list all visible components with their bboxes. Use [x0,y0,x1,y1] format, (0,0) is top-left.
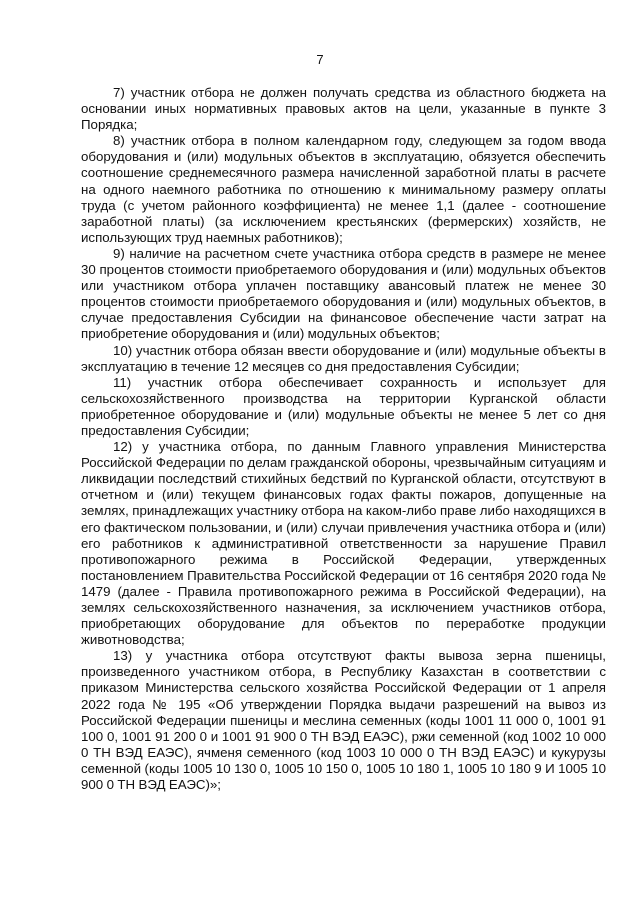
document-body [81,85,606,793]
page-number: 7 [316,52,324,67]
paragraph-item-8: 8) участник отбора в полном календарном году, следующем за годом ввода оборудования и (или) модульных объектов в эксплуатацию, обязуется обеспечить соотношение среднемесячного размера начисленной заработной платы в расчете на одного наемного работника по отношению к минимальному размеру оплаты труда (с учетом районного коэффициента) не менее 1,1 (далее - соотношение заработной платы) (за исключением крестьянских (фермерских) хозяйств, не использующих труд наемных работников); [81,133,606,245]
paragraph-item-13: 13) у участника отбора отсутствуют факты вывоза зерна пшеницы, произведенного участником отбора, в Республику Казахстан в соответствии с приказом Министерства сельского хозяйства Российской Федерации от 1 апреля 2022 года № 195 «Об утверждении Порядка выдачи разрешений на вывоз из Российской Федерации пшеницы и меслина семенных (коды 1001 11 000 0, 1001 91 100 0, 1001 91 200 0 и 1001 91 900 0 ТН ВЭД ЕАЭС), ржи семенной (код 1002 10 000 0 ТН ВЭД ЕАЭС), ячменя семенного (код 1003 10 000 0 ТН ВЭД ЕАЭС) и кукурузы семенной (коды 1005 10 130 0, 1005 10 150 0, 1005 10 180 1, 1005 10 180 9 И 1005 10 900 0 ТН ВЭД ЕАЭС)»; [81,648,606,793]
paragraph-item-9: 9) наличие на расчетном счете участника отбора средств в размере не менее 30 процентов стоимости приобретаемого оборудования и (или) модульных объектов или участником отбора уплачен поставщику авансовый платеж не менее 30 процентов стоимости приобретаемого оборудования и (или) модульных объектов, в случае предоставления Субсидии на финансовое обеспечение части затрат на приобретение оборудования и (или) модульных объектов; [81,245,606,342]
paragraph-item-10: 10) участник отбора обязан ввести оборудование и (или) модульные объекты в эксплуатацию в течение 12 месяцев со дня предоставления Субсидии; [81,342,606,374]
paragraph-item-12: 12) у участника отбора, по данным Главного управления Министерства Российской Федерации по делам гражданской обороны, чрезвычайным ситуациям и ликвидации последствий стихийных бедствий по Курганской области, отсутствуют в отчетном и (или) текущем финансовых годах факты пожаров, допущенные на землях, принадлежащих участнику отбора на каком-либо праве либо находящихся в его фактическом пользовании, и (или) случаи привлечения участника отбора и (или) его работников к административной ответственности за нарушение Правил противопожарного режима в Российской Федерации, утвержденных постановлением Правительства Российской Федерации от 16 сентября 2020 года № 1479 (далее - Правила противопожарного режима в Российской Федерации), на землях сельскохозяйственного назначения, за исключением участников отбора, приобретающих оборудование для объектов по переработке продукции животноводства; [81,439,606,648]
paragraph-item-7: 7) участник отбора не должен получать средства из областного бюджета на основании иных нормативных правовых актов на цели, указанные в пункте 3 Порядка; [81,85,606,133]
paragraph-item-11: 11) участник отбора обеспечивает сохранность и использует для сельскохозяйственного производства на территории Курганской области приобретенное оборудование и (или) модульные объекты не менее 5 лет со дня предоставления Субсидии; [81,374,606,438]
